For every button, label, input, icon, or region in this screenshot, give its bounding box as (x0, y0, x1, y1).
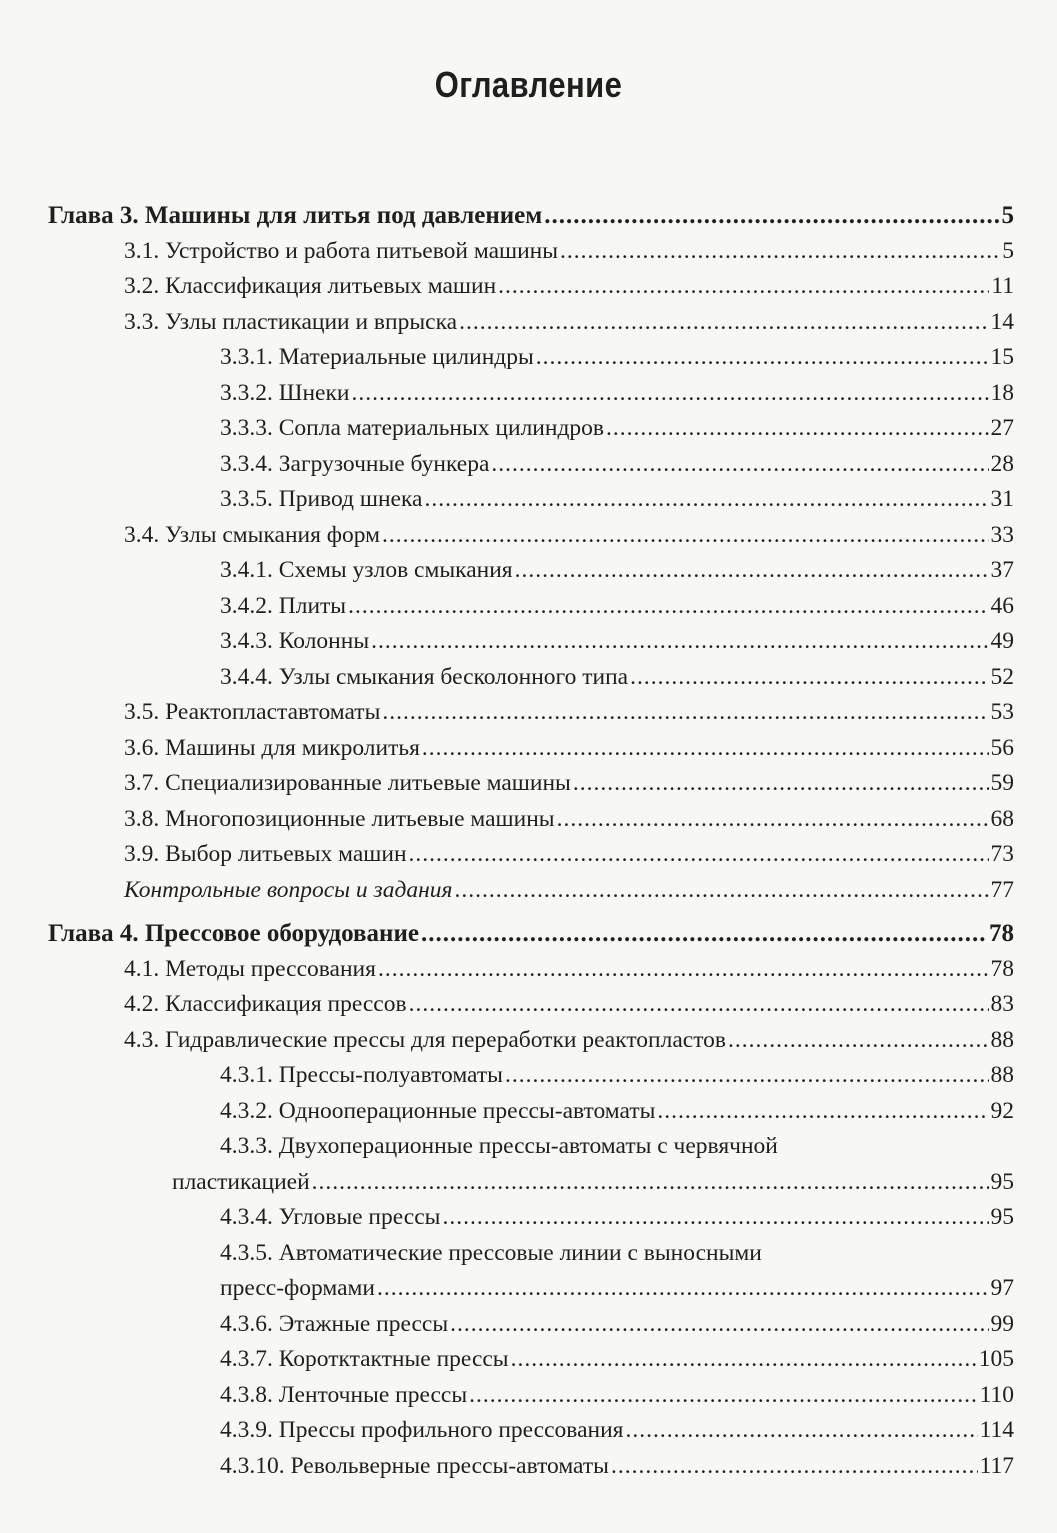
dot-leader (728, 1023, 988, 1059)
toc-entry[interactable] (48, 1307, 1014, 1343)
toc-entry[interactable] (48, 234, 1014, 270)
toc-entry[interactable] (48, 269, 1014, 305)
toc-entry[interactable] (48, 518, 1014, 554)
toc-entry[interactable] (48, 589, 1014, 625)
toc-entry-title: 4.1. Методы прессования (124, 955, 376, 982)
toc-entry-title: 3.3.2. Шнеки (220, 379, 350, 406)
dot-leader (371, 624, 988, 660)
toc-page-number: 5 (1002, 237, 1014, 264)
toc-entry-title: 3.5. Реактопластавтоматы (124, 699, 381, 725)
dot-leader (422, 731, 989, 767)
toc-page-number: 59 (990, 770, 1014, 796)
dot-leader (348, 589, 988, 625)
toc-page-number: 14 (990, 308, 1014, 335)
dot-leader (454, 873, 988, 909)
toc-entry[interactable] (48, 1023, 1014, 1059)
toc-entry-title: 3.9. Выбор литьевых машин (124, 841, 407, 867)
toc-page-number: 73 (990, 841, 1014, 867)
toc-entry[interactable] (48, 1449, 1014, 1485)
toc-entry-title: Контрольные вопросы и задания (124, 876, 453, 903)
toc-entry-title: 4.3.6. Этажные прессы (220, 1310, 449, 1337)
page-title: Оглавление (434, 64, 623, 105)
toc-entry-title: Глава 4. Прессовое оборудование (48, 920, 419, 947)
dot-leader (498, 269, 989, 305)
toc-entry[interactable] (48, 340, 1014, 376)
dot-leader (611, 1449, 978, 1485)
toc-entry-title: 4.3.2. Однооперационные прессы-автоматы (220, 1097, 656, 1124)
toc-entry[interactable] (48, 376, 1014, 412)
dot-leader (378, 952, 989, 988)
toc-entry[interactable] (48, 1236, 1014, 1307)
dot-leader (505, 1058, 989, 1094)
toc-page-number: 52 (990, 663, 1014, 690)
toc-entry-title: 3.6. Машины для микролитья (124, 734, 420, 761)
dot-leader (421, 916, 987, 952)
toc-entry-title: 3.3.5. Привод шнека (220, 486, 423, 512)
toc-entry-title: 3.1. Устройство и работа питьевой машины (124, 237, 559, 264)
toc-entry[interactable] (48, 731, 1014, 767)
toc-page-number: 68 (990, 805, 1014, 832)
toc-entry[interactable] (48, 305, 1014, 341)
toc-page-number: 92 (990, 1097, 1014, 1124)
toc-entry[interactable] (48, 1129, 1014, 1200)
toc-entry[interactable] (48, 553, 1014, 589)
toc-page-number: 49 (990, 628, 1014, 654)
dot-leader (469, 1378, 977, 1414)
dot-leader (424, 482, 988, 518)
toc-entry-title: 3.4.1. Схемы узлов смыкания (220, 557, 513, 583)
toc-entry[interactable] (48, 1058, 1014, 1094)
dot-leader (536, 340, 989, 376)
toc-entry[interactable] (48, 624, 1014, 660)
toc-entry[interactable] (48, 447, 1014, 483)
toc-entry-text-line: 4.3.3. Двухоперационные прессы-автоматы с червячной (220, 1133, 778, 1159)
toc-page-number: 31 (990, 486, 1014, 512)
toc-entry-title: 4.2. Классификация прессов (124, 991, 407, 1017)
toc-page-number: 33 (990, 521, 1014, 548)
dot-leader (573, 766, 989, 802)
dot-leader (382, 695, 988, 731)
dot-leader (515, 553, 989, 589)
toc-entry[interactable] (48, 1094, 1014, 1130)
toc-entry-title: 3.4.3. Колонны (220, 628, 370, 654)
toc-page-number: 88 (990, 1026, 1014, 1053)
toc-entry-title: Глава 3. Машины для литья под давлением (48, 202, 543, 229)
toc-page-number: 53 (990, 699, 1014, 725)
toc-entry-title: 4.3. Гидравлические прессы для переработки реактопластов (124, 1026, 727, 1053)
toc-page-number: 37 (990, 557, 1014, 583)
toc-entry[interactable] (48, 873, 1014, 909)
toc-entry-title: пресс-формами (220, 1275, 375, 1301)
dot-leader (606, 411, 989, 447)
toc-entry[interactable] (48, 411, 1014, 447)
dot-leader (450, 1307, 988, 1343)
toc-page-number: 105 (978, 1346, 1014, 1372)
toc-entry-title: 4.3.7. Коротктактные прессы (220, 1346, 509, 1372)
toc-entry-title: 3.3. Узлы пластикации и впрыска (124, 308, 458, 335)
dot-leader (657, 1094, 988, 1130)
toc-entry-text-line: 4.3.5. Автоматические прессовые линии с выносными (220, 1239, 762, 1266)
toc-entry-title: 3.4.2. Плиты (220, 592, 347, 619)
toc-page-number: 110 (979, 1381, 1014, 1408)
toc-page-number: 11 (991, 273, 1014, 299)
toc-entry[interactable] (48, 766, 1014, 802)
toc-entry-title: 3.3.4. Загрузочные бункера (220, 450, 490, 477)
toc-entry[interactable] (48, 1342, 1014, 1378)
dot-leader (557, 802, 989, 838)
toc-entry-title: пластикацией (172, 1168, 310, 1195)
toc-page-number: 88 (990, 1062, 1014, 1088)
toc-page-number: 97 (990, 1275, 1014, 1301)
dot-leader (442, 1200, 988, 1236)
toc-page-number: 28 (990, 450, 1014, 477)
dot-leader (409, 987, 989, 1023)
toc-entry-title: 4.3.9. Прессы профильного прессования (220, 1417, 624, 1443)
toc-entry-title: 3.4.4. Узлы смыкания бесколонного типа (220, 663, 629, 690)
toc-page-number: 114 (979, 1417, 1014, 1443)
dot-leader (491, 447, 988, 483)
toc-page-number: 46 (990, 592, 1014, 619)
toc-chapter[interactable] (48, 916, 1014, 952)
dot-leader (351, 376, 988, 412)
toc-page-number: 18 (990, 379, 1014, 406)
dot-leader (511, 1342, 977, 1378)
toc-entry[interactable] (48, 1200, 1014, 1236)
toc-page-number: 15 (990, 344, 1014, 370)
toc-page-number: 27 (990, 415, 1014, 441)
toc-page-number: 117 (979, 1452, 1014, 1479)
toc-page-number: 77 (990, 876, 1014, 903)
toc-entry[interactable] (48, 802, 1014, 838)
dot-leader (625, 1413, 977, 1449)
toc-entry-title: 3.8. Многопозиционные литьевые машины (124, 805, 555, 832)
toc-entry-title: 4.3.10. Револьверные прессы-автоматы (220, 1452, 609, 1479)
toc-entry[interactable] (48, 695, 1014, 731)
toc-entry-title: 3.4. Узлы смыкания форм (124, 521, 381, 548)
dot-leader (382, 518, 988, 554)
dot-leader (409, 837, 989, 873)
dot-leader (630, 660, 988, 696)
table-of-contents (48, 198, 1014, 1484)
dot-leader (544, 198, 999, 234)
toc-entry[interactable] (48, 952, 1014, 988)
toc-page-number: 78 (989, 920, 1014, 947)
toc-entry[interactable] (48, 482, 1014, 518)
toc-chapter[interactable] (48, 198, 1014, 234)
toc-page-number: 95 (990, 1204, 1014, 1230)
toc-entry-title: 4.3.4. Угловые прессы (220, 1204, 441, 1230)
toc-entry[interactable] (48, 1413, 1014, 1449)
toc-entry-title: 3.3.1. Материальные цилиндры (220, 344, 534, 370)
toc-page-number: 95 (990, 1168, 1014, 1195)
toc-entry-title: 3.3.3. Сопла материальных цилиндров (220, 415, 604, 441)
dot-leader (312, 1165, 989, 1201)
dot-leader (459, 305, 988, 341)
dot-leader (377, 1271, 989, 1307)
toc-entry-title: 3.2. Классификация литьевых машин (124, 273, 497, 299)
toc-entry[interactable] (48, 660, 1014, 696)
toc-page-number: 5 (1001, 202, 1014, 229)
toc-page-number: 56 (990, 734, 1014, 761)
toc-page-number: 83 (990, 991, 1014, 1017)
toc-entry-title: 4.3.1. Прессы-полуавтоматы (220, 1062, 503, 1088)
dot-leader (560, 234, 1000, 270)
toc-page-number: 78 (990, 955, 1014, 982)
toc-entry[interactable] (48, 987, 1014, 1023)
toc-entry-title: 4.3.8. Ленточные прессы (220, 1381, 468, 1408)
toc-page-number: 99 (990, 1310, 1014, 1337)
toc-entry[interactable] (48, 1378, 1014, 1414)
toc-entry-title: 3.7. Специализированные литьевые машины (124, 770, 571, 796)
toc-entry[interactable] (48, 837, 1014, 873)
